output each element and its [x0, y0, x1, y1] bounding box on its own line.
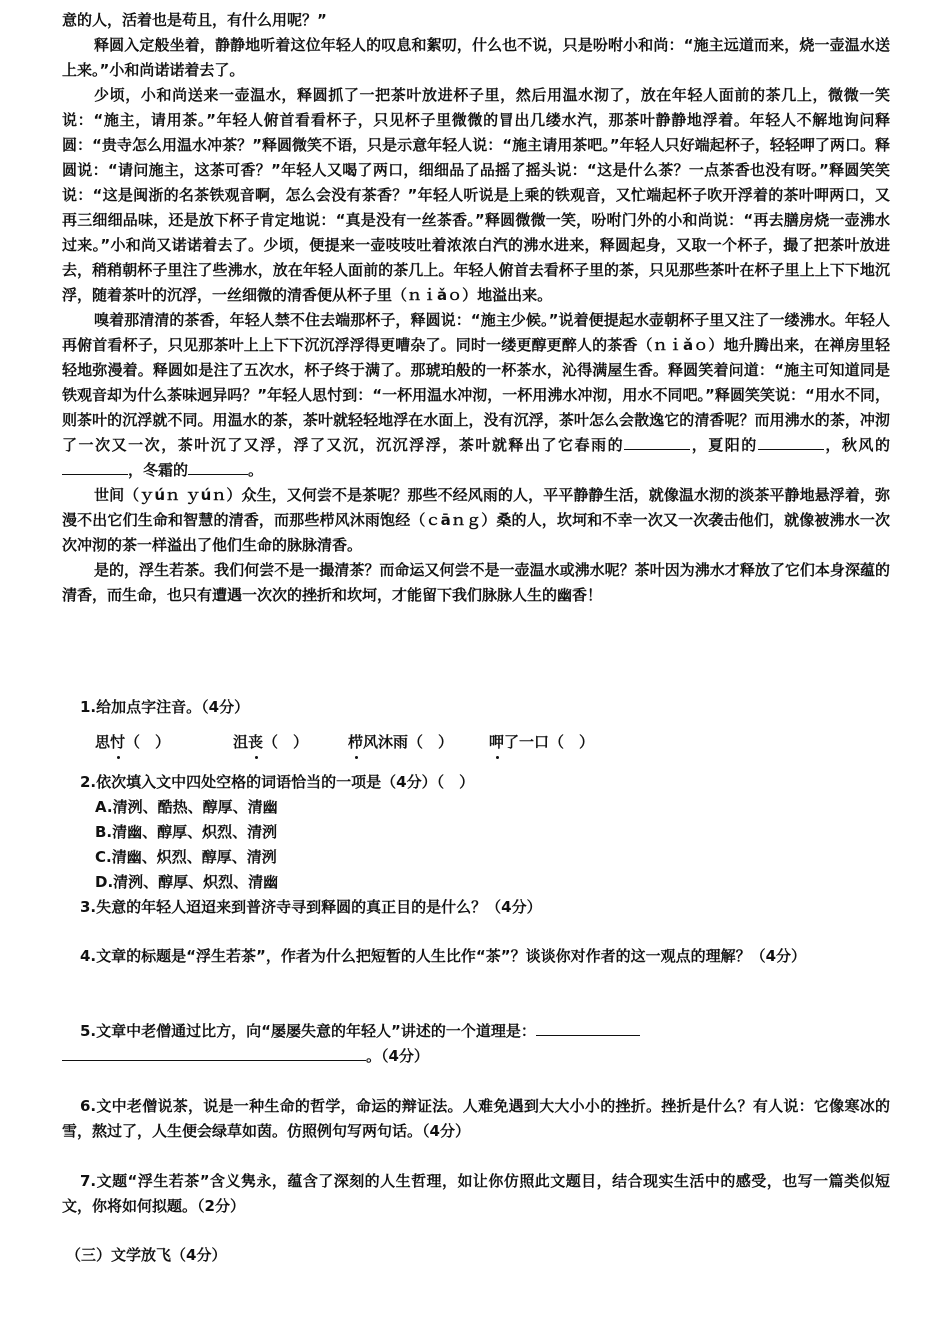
- paragraph-4: 世间（ｙúｎ ｙúｎ）众生，又何尝不是茶呢？那些不经风雨的人，平平静静生活，就像温水沏的淡茶平静地悬浮着，弥漫不出它们生命和智慧的清香，而那些栉风沐雨饱经（ｃāｎｇ）桑的人，坎坷和不幸一次又一次袭击他们，就像被沸水一次次冲沏的茶一样溢出了他们生命的脉脉清香。: [62, 486, 890, 554]
- question-5-text: 5.文章中老僧通过比方，向“屡屡失意的年轻人”讲述的一个道理是：: [80, 1022, 536, 1040]
- question-4: [62, 944, 890, 969]
- paragraph-0: 意的人，活着也是苟且，有什么用呢？”: [62, 11, 327, 29]
- q5-answer-blank-2[interactable]: [62, 1044, 366, 1061]
- paragraph-3-text: 嗅着那清清的茶香，年轻人禁不住去端那杯子，释圆说：“施主少候。”说着便提起水壶朝杯子里又注了一缕沸水。年轻人再俯首看杯子，只见那茶叶上上下下沉沉浮浮得更嘈杂了。同时一缕更醇更醉人的茶香（ｎｉǎｏ）地升腾出来，在禅房里轻轻地弥漫着。释圆如是注了五次水，杯子终于满了。那琥珀般的一杯茶水，沁得满屋生香。释圆笑着问道：“施主可知道同是铁观音却为什么茶味迥异吗？”年轻人思忖到：“一杯用温水冲沏，一杯用沸水冲沏，用水不同吧。”释圆笑笑说：“用水不同，则茶叶的沉浮就不同。用温水的茶，茶叶就轻轻地浮在水面上，没有沉浮，茶叶怎么会散逸它的清香呢？而用沸水的茶，冲沏了一次又一次，茶叶沉了又浮，浮了又沉，沉沉浮浮，茶叶就释出了它春雨的: [62, 311, 890, 454]
- question-7-text: 7.文题“浮生若茶”含义隽永，蕴含了深刻的人生哲理，如让你仿照此文题目，结合现实生活中的感受，也写一篇类似短文，你将如何拟题。（2分）: [62, 1172, 890, 1215]
- blank-1[interactable]: [624, 433, 690, 450]
- blank-2[interactable]: [758, 433, 824, 450]
- question-6: [62, 1094, 890, 1144]
- paragraph-3-text-c: ，秋风的: [823, 436, 890, 454]
- paragraph-5: 是的，浮生若茶。我们何尝不是一撮清茶？而命运又何尝不是一壶温水或沸水呢？茶叶因为沸水才释放了它们本身深蕴的清香，而生命，也只有遭遇一次次的挫折和坎坷，才能留下我们脉脉人生的幽香！: [62, 561, 890, 604]
- blank-3[interactable]: [62, 458, 128, 475]
- q2-option-c: C.清幽、炽烈、醇厚、清洌: [95, 848, 277, 866]
- q2-option-a: A.清洌、酷热、醇厚、清幽: [95, 798, 278, 816]
- paragraph-3-text-b: ，夏阳的: [690, 436, 758, 454]
- question-5-line-2: [62, 1044, 429, 1069]
- q1-item-xia: 呷了一口（ ）: [489, 730, 594, 755]
- q5-answer-blank-1[interactable]: [536, 1019, 640, 1036]
- blank-4[interactable]: [188, 458, 248, 475]
- question-4-text: 4.文章的标题是“浮生若茶”，作者为什么把短暂的人生比作“茶”？谈谈你对作者的这一观点的理解？（4分）: [80, 947, 807, 965]
- question-7: [62, 1169, 890, 1219]
- q1-item-sicun: 思忖（ ）: [95, 730, 170, 755]
- section-3-heading: （三）文学放飞（4分）: [66, 1246, 227, 1264]
- paragraph-2: 少顷，小和尚送来一壶温水，释圆抓了一把茶叶放进杯子里，然后用温水沏了，放在年轻人面前的茶几上，微微一笑说：“施主，请用茶。”年轻人俯首看看杯子，只见杯子里微微的冒出几缕水汽，那茶叶静静地浮着。年轻人不解地询问释圆：“贵寺怎么用温水冲茶？”释圆微笑不语，只是示意年轻人说：“施主请用茶吧。”年轻人只好端起杯子，轻轻呷了两口。释圆说：“请问施主，这茶可香？”年轻人又喝了两口，细细品了品摇了摇头说：“这是什么茶？一点茶香也没有呀。”释圆笑笑说：“这是闽浙的名茶铁观音啊，怎么会没有茶香？”年轻人听说是上乘的铁观音，又忙端起杯子吹开浮着的茶叶呷两口，又再三细细品味，还是放下杯子肯定地说：“真是没有一丝茶香。”释圆微微一笑，吩咐门外的小和尚说：“再去膳房烧一壶沸水过来。”小和尚又诺诺着去了。少顷，便提来一壶吱吱吐着浓浓白汽的沸水进来，释圆起身，又取一个杯子，撮了把茶叶放进去，稍稍朝杯子里注了些沸水，放在年轻人面前的茶几上。年轻人俯首去看杯子里的茶，只见那些茶叶在杯子里上上下下地沉浮，随着茶叶的沉浮，一丝细微的清香便从杯子里（ｎｉǎｏ）地溢出来。: [62, 86, 890, 304]
- paragraph-3-text-d: ，冬霜的: [128, 461, 189, 479]
- paragraph-3-text-e: 。: [248, 461, 264, 479]
- question-3: 3.失意的年轻人迢迢来到普济寺寻到释圆的真正目的是什么？（4分）: [80, 898, 542, 916]
- paragraph-3: [62, 308, 890, 483]
- q1-item-jusang: 沮丧（ ）: [233, 730, 308, 755]
- paragraph-1: 释圆入定般坐着，静静地听着这位年轻人的叹息和絮叨，什么也不说，只是吩咐小和尚：“施主远道而来，烧一壶温水送上来。”小和尚诺诺着去了。: [62, 36, 890, 79]
- q1-item-zhifeng: 栉风沐雨（ ）: [348, 730, 453, 755]
- question-6-text: 6.文中老僧说茶，说是一种生命的哲学，命运的辩证法。人难免遇到大大小小的挫折。挫折是什么？有人说：它像寒冰的雪，熬过了，人生便会绿草如茵。仿照例句写两句话。（4分）: [62, 1097, 890, 1140]
- question-5: [80, 1019, 640, 1044]
- q2-option-d: D.清洌、醇厚、炽烈、清幽: [95, 873, 279, 891]
- article-body: [62, 8, 890, 608]
- question-2: 2.依次填入文中四处空格的词语恰当的一项是（4分）（ ）: [80, 773, 475, 791]
- question-5-score: 。（4分）: [366, 1047, 429, 1065]
- question-1: 1.给加点字注音。（4分）: [80, 698, 250, 716]
- q2-option-b: B.清幽、醇厚、炽烈、清洌: [95, 823, 278, 841]
